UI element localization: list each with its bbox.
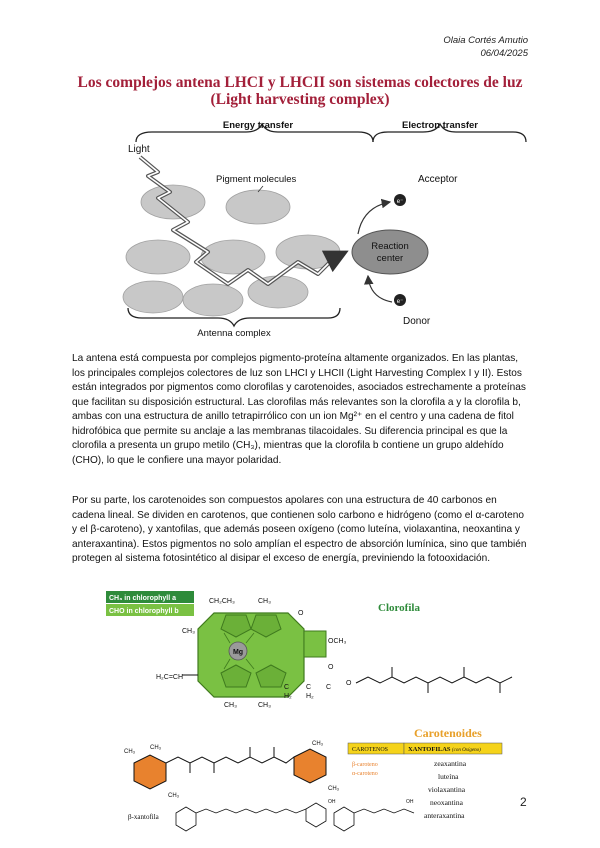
pigment-molecule (126, 240, 190, 274)
ester-oxygen: O (346, 680, 352, 687)
xanthophyll-item: zeaxantina (434, 759, 467, 768)
ch3-label: CH₃ in chlorophyll a (109, 595, 177, 602)
ester-carbon-2: C (306, 684, 312, 691)
title-line-2: (Light harvesting complex) (210, 91, 390, 108)
methyl-group-left: CH₃ (182, 628, 195, 635)
xanthophyll-ring-right (306, 803, 326, 827)
alfa-caroteno-entry: α-caroteno (352, 771, 378, 777)
header-meta (443, 34, 528, 60)
hydroxyl-label: OH (328, 799, 336, 805)
xanthophyll-ring-left (176, 807, 196, 831)
methyl-label: CH₃ (168, 793, 180, 799)
pigment-molecule (226, 190, 290, 224)
antenna-complex-figure (118, 112, 528, 338)
pigment-molecule (141, 185, 205, 219)
keto-oxygen: O (298, 610, 304, 617)
author-name: Olaia Cortés Amutio (443, 35, 528, 46)
phytol-chain (356, 677, 512, 683)
hydroxyl-label-2: OH (406, 799, 414, 805)
paragraph-antenna: La antena está compuesta por complejos pigmento-proteína altamente organizados. En las plantas, los principales complejos colectores de luz son LHCI y LHCII (Light Harvesting Complex I y II). Estos están integrados por pigmentos como clorofilas y carotenoides, asociados estrechamente a proteínas que facilitan su disposición estructural. Las clorofilas más relevantes son la clorofila a y la clorofila b, ambas con una estructura de anillo tetrapirrólico con un ion Mg²⁺ en el centro y una cadena de fitol hidrofóbica que permite su anclaje a las membranas tilacoidales. Su diferencia principal es que la clorofila a presenta un grupo metilo (CH₃), mientras que la clorofila b contiene un grupo aldehído (CHO), lo que le confiere una mayor polaridad. (72, 353, 526, 466)
methyl-label: CH₃ (328, 786, 340, 792)
reaction-center-label-1: Reaction (371, 241, 409, 252)
antenna-complex-label: Antenna complex (197, 328, 271, 338)
pigment-molecules (123, 185, 340, 316)
pigment-molecule (201, 240, 265, 274)
pigments-figure (106, 585, 524, 837)
cho-label: CHO in chlorophyll b (109, 608, 179, 615)
page-title (60, 74, 540, 108)
h2-label-2: H₂ (306, 693, 314, 700)
xanthophyll-item: neoxantina (430, 798, 463, 807)
polyene-chain (166, 757, 294, 763)
pigment-molecules-label: Pigment molecules (216, 174, 297, 185)
pigment-molecule (183, 284, 243, 316)
xantofilas-header: XANTOFILAS (408, 746, 451, 753)
donor-label: Donor (403, 316, 431, 327)
methyl-label: CH₃ (312, 741, 324, 747)
energy-transfer-label: Energy transfer (222, 120, 294, 131)
xanthophyll-2-chain (354, 809, 414, 813)
mg-label: Mg (232, 649, 244, 656)
carbonyl-oxygen: O (328, 664, 334, 671)
title-line-1: Los complejos antena LHCI y LHCII son sistemas colectores de luz (77, 74, 523, 91)
ester-carbon-1: C (284, 684, 290, 691)
page-number: 2 (520, 795, 527, 809)
acceptor-electron-label: e⁻ (396, 199, 404, 205)
xanthophyll-list (424, 759, 467, 820)
methyl-group-bottom-2: CH₃ (258, 702, 271, 709)
methyl-group-top: CH₃ (258, 598, 271, 605)
pigment-molecule (123, 281, 183, 313)
beta-xantofila-label: β-xantofila (128, 813, 159, 821)
beta-caroteno-entry: β-caroteno (352, 762, 378, 768)
pigment-molecule (248, 276, 308, 308)
methyl-group-bottom: CH₃ (224, 702, 237, 709)
methyl-label: CH₃ (150, 745, 162, 751)
methyl-label: CH₃ (124, 749, 136, 755)
xanthophyll-chain (196, 809, 306, 813)
carotenos-header: CAROTENOS (352, 747, 389, 753)
cyclopentanone-ring (304, 631, 326, 657)
vinyl-group: H₂C=CH (156, 674, 184, 681)
donor-electron-label: e⁻ (396, 299, 404, 305)
ethyl-group: CH₂CH₃ (209, 598, 235, 605)
h2-label-1: H₂ (284, 693, 292, 700)
methoxy-group: OCH₃ (328, 638, 347, 645)
document-date: 06/04/2025 (480, 48, 528, 59)
con-oxigeno-note: (con Oxígeno) (452, 748, 481, 753)
electron-to-acceptor-arrow (358, 202, 390, 234)
acceptor-label: Acceptor (418, 174, 458, 185)
reaction-center (352, 230, 428, 274)
ester-carbon-3: C (326, 684, 332, 691)
xanthophyll-item: violaxantina (428, 785, 466, 794)
xanthophyll-item: anteraxantina (424, 811, 465, 820)
xanthophyll-item: luteína (438, 772, 459, 781)
paragraph-carotenoids: Por su parte, los carotenoides son compuestos apolares con una estructura de 40 carbonos en cadena lineal. Se dividen en carotenos, que contienen solo carbono e hidrógeno (como el α-caroteno y el β-caroteno), y xantofilas, que además poseen oxígeno (como luteína, violaxantina, neoxantina y anteraxantina). Estos pigmentos no solo amplían el espectro de absorción lumínica, sino que también protegen al sistema fotosintético al disipar el exceso de energía, previniendo la fotooxidación. (72, 495, 527, 564)
xanthophyll-2-ring-left (334, 807, 354, 831)
carotenoides-title: Carotenoides (414, 726, 482, 740)
beta-ionone-ring-left (134, 755, 166, 789)
clorofila-title: Clorofila (378, 602, 420, 614)
reaction-center-label-2: center (376, 253, 404, 264)
beta-ionone-ring-right (294, 749, 326, 783)
donor-to-center-arrow (368, 276, 392, 302)
electron-transfer-label: Electron transfer (401, 120, 479, 131)
light-label: Light (128, 144, 150, 155)
